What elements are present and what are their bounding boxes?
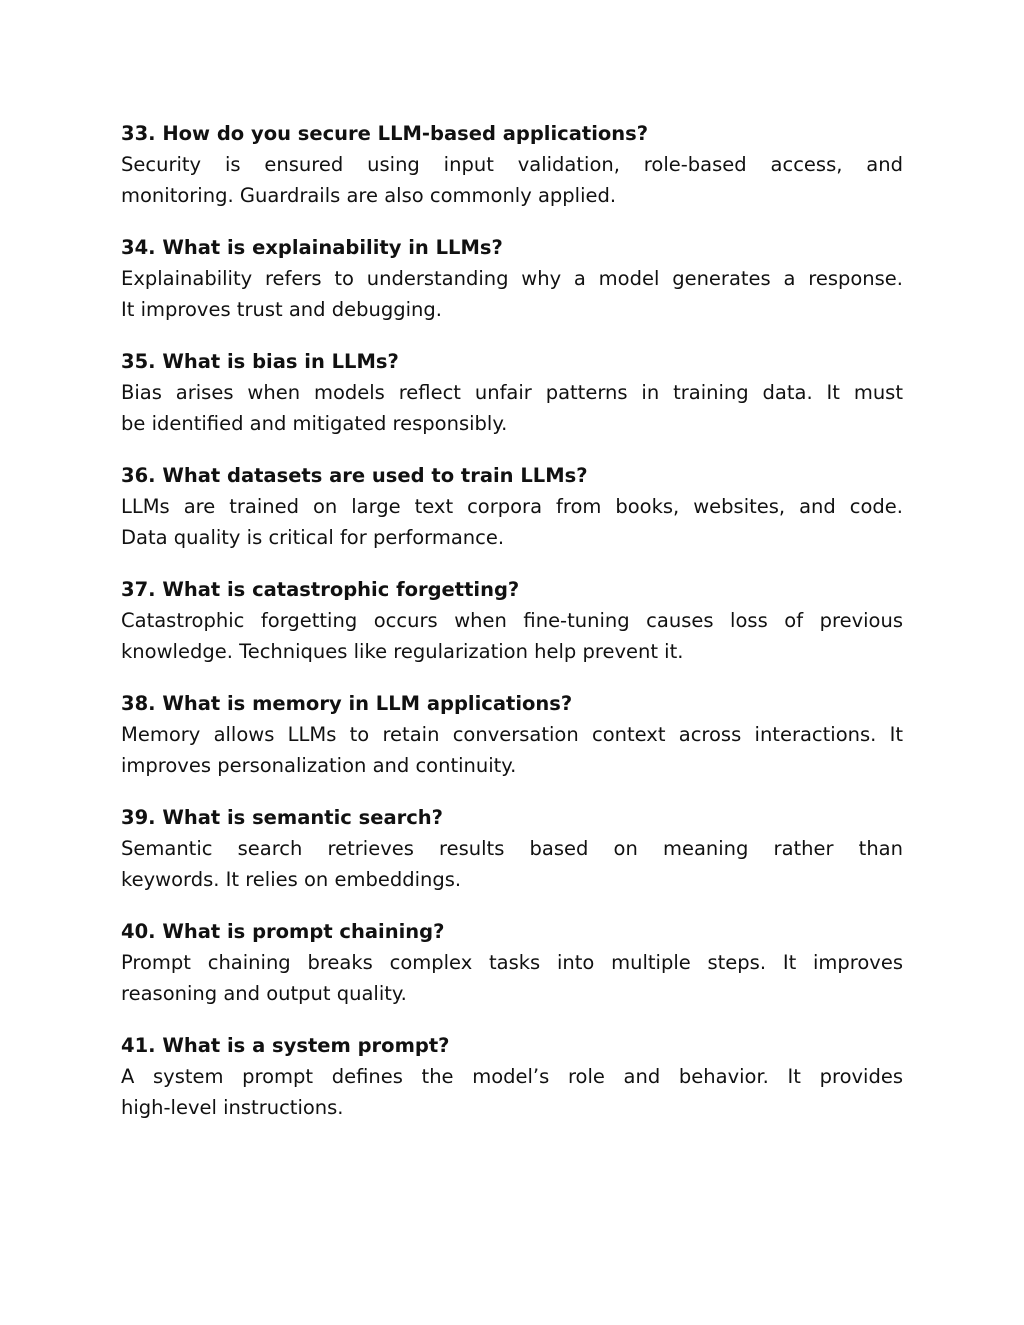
- answer-line: Prompt chaining breaks complex tasks into multiple steps. It improves: [121, 951, 903, 974]
- answer-line: LLMs are trained on large text corpora from books, websites, and code.: [121, 495, 903, 518]
- answer-line: Memory allows LLMs to retain conversation context across interactions. It: [121, 723, 903, 746]
- answer-line: Data quality is critical for performance.: [121, 526, 505, 549]
- answer-line: high-level instructions.: [121, 1096, 344, 1119]
- question-heading: 35. What is bias in LLMs?: [121, 350, 399, 373]
- question-heading: 38. What is memory in LLM applications?: [121, 692, 573, 715]
- qa-item: [121, 688, 903, 781]
- question-heading: 34. What is explainability in LLMs?: [121, 236, 503, 259]
- document-page: [121, 118, 903, 1144]
- answer-line: Catastrophic forgetting occurs when fine-tuning causes loss of previous: [121, 609, 903, 632]
- qa-item: [121, 118, 903, 211]
- answer-line: Bias arises when models reflect unfair patterns in training data. It must: [121, 381, 903, 404]
- answer-line: reasoning and output quality.: [121, 982, 407, 1005]
- question-heading: 33. How do you secure LLM-based applications?: [121, 122, 649, 145]
- qa-item: [121, 232, 903, 325]
- answer-line: Security is ensured using input validation, role-based access, and: [121, 153, 903, 176]
- qa-item: [121, 574, 903, 667]
- question-heading: 39. What is semantic search?: [121, 806, 443, 829]
- qa-item: [121, 460, 903, 553]
- answer-line: be identified and mitigated responsibly.: [121, 412, 508, 435]
- answer-line: monitoring. Guardrails are also commonly applied.: [121, 184, 617, 207]
- answer-line: A system prompt defines the model’s role and behavior. It provides: [121, 1065, 903, 1088]
- qa-item: [121, 346, 903, 439]
- answer-line: Semantic search retrieves results based on meaning rather than: [121, 837, 903, 860]
- qa-item: [121, 916, 903, 1009]
- question-heading: 40. What is prompt chaining?: [121, 920, 445, 943]
- answer-line: knowledge. Techniques like regularization help prevent it.: [121, 640, 684, 663]
- question-heading: 36. What datasets are used to train LLMs?: [121, 464, 588, 487]
- answer-line: keywords. It relies on embeddings.: [121, 868, 462, 891]
- qa-item: [121, 802, 903, 895]
- qa-item: [121, 1030, 903, 1123]
- question-heading: 37. What is catastrophic forgetting?: [121, 578, 520, 601]
- question-heading: 41. What is a system prompt?: [121, 1034, 450, 1057]
- answer-line: Explainability refers to understanding why a model generates a response.: [121, 267, 903, 290]
- answer-line: It improves trust and debugging.: [121, 298, 442, 321]
- answer-line: improves personalization and continuity.: [121, 754, 517, 777]
